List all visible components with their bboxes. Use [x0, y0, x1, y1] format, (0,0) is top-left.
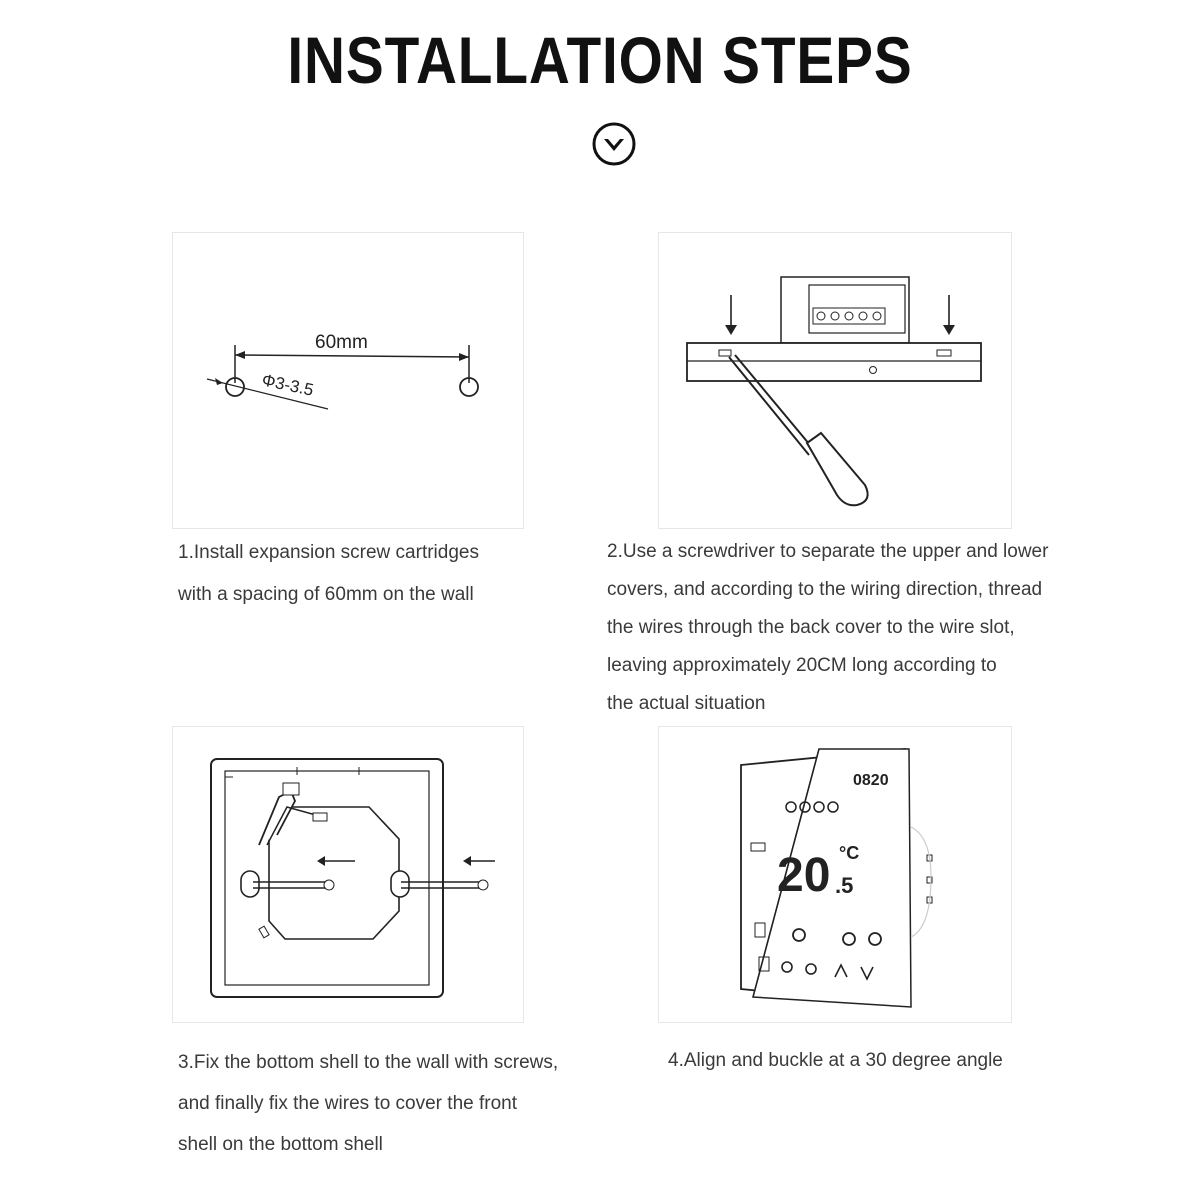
display-temperature: 20	[777, 849, 831, 902]
caption-line: 1.Install expansion screw cartridges	[178, 542, 479, 563]
caption-line: 2.Use a screwdriver to separate the upper and lower	[607, 541, 1049, 562]
caption-line: with a spacing of 60mm on the wall	[178, 584, 474, 605]
caption-line: the actual situation	[607, 693, 766, 714]
step-1-diagram	[172, 232, 524, 529]
display-decimal: .5	[835, 873, 854, 898]
caption-line: 3.Fix the bottom shell to the wall with screws,	[178, 1052, 559, 1073]
caption-line: and finally fix the wires to cover the front	[178, 1093, 517, 1114]
spacing-label: 60mm	[315, 332, 368, 353]
step-3-diagram	[172, 726, 524, 1023]
caption-line: the wires through the back cover to the wire slot,	[607, 617, 1015, 638]
step-4-caption	[668, 1042, 1003, 1080]
step-2-diagram	[658, 232, 1012, 529]
step-2-caption	[607, 533, 1048, 723]
page-title: INSTALLATION STEPS	[287, 23, 913, 97]
display-unit: °C	[839, 843, 860, 863]
display-time: 0820	[853, 772, 889, 789]
caption-line: 4.Align and buckle at a 30 degree angle	[668, 1050, 1003, 1071]
step-4-diagram	[658, 726, 1012, 1023]
caption-line: shell on the bottom shell	[178, 1134, 383, 1155]
chevron-down-circle-icon	[590, 120, 638, 168]
step-3-caption	[178, 1042, 558, 1165]
caption-line: leaving approximately 20CM long according to	[607, 655, 997, 676]
step-1-caption	[178, 534, 479, 614]
hole-diameter-label: Φ3-3.5	[260, 370, 316, 400]
caption-line: covers, and according to the wiring direction, thread	[607, 579, 1043, 600]
